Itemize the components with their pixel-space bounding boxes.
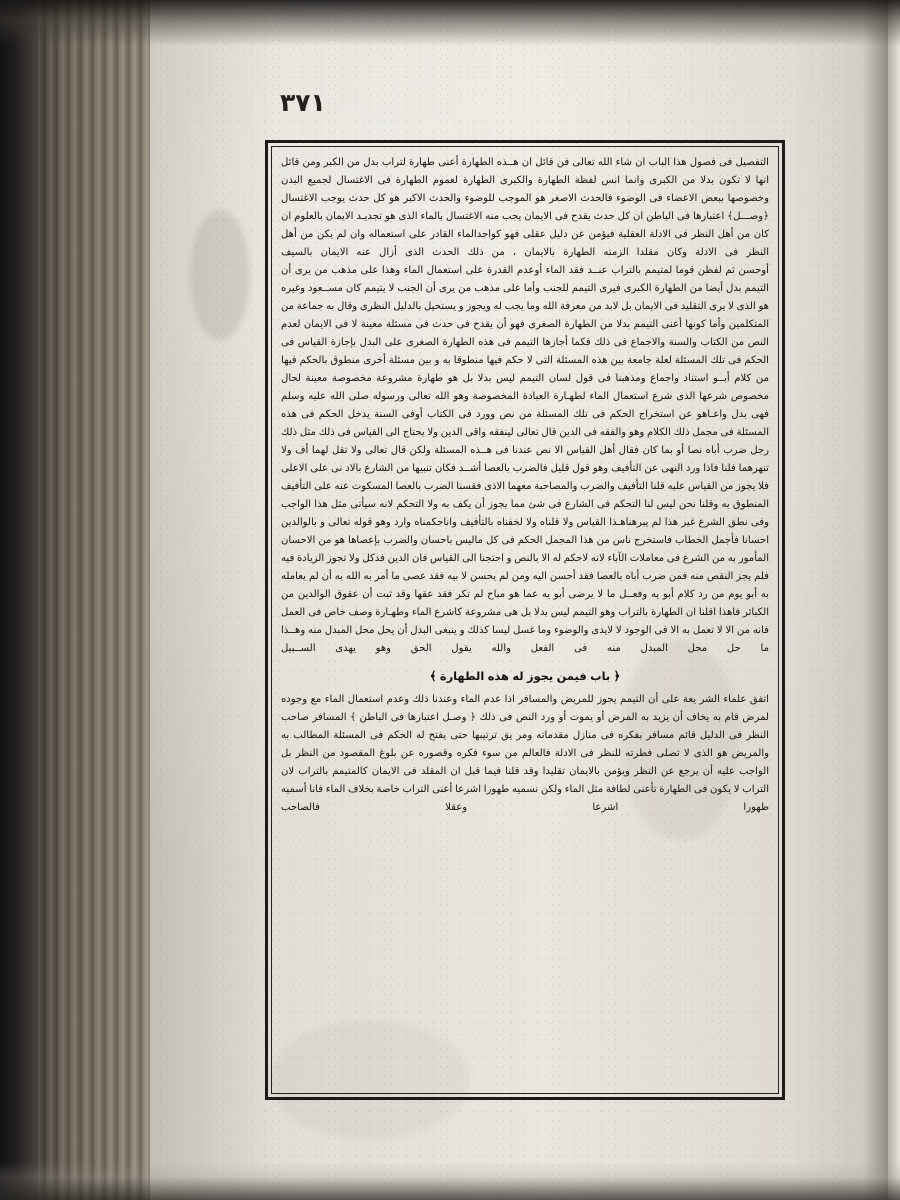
bottom-shadow xyxy=(0,1162,900,1200)
paragraph-2: ﴿وصـــل﴾ اعتبارها فى الباطن ان كل حدث يقدح فى الايمان يجب منه الاغتسال بالماء الذى هو تجديـد الايمان بالعلوم ان كان من أهل النظر فى الادلة العقلية فيؤمن عن دليل عقلى فهو كواجدالماء القادر على استعماله وان لم يكن من أهل النظر فى الادلة وكان مقلدا الزمته الطهارة بالايمان ، من ذلك الحدث الذى أزال عنه الايمان بالسيف xyxy=(281,211,769,258)
paragraph-3: أوحسن ثم لفظن قوما لمتيمم بالتراب عنــد فقد الماء أوعدم القدرة على استعمال الماء وهذا على مذهب من يرى أن التيمم بدل أيضا من الطهارة الكبرى فيرى التيمم للجنب وأما على مذهب من يرى أن الجنب لا يتيمم كان مســعود وغيره هو الذى لا يرى التقليد فى الايمان بل لابد من معرفة الله وما يجب له ويجوز و يستحيل بالدليل النظرى وقال به جماعة من المتكلمين وأما كونها أعنى التيمم بدلا من الطهارة الصغرى فهو أن يقدح فى حدث فى مسئلة معينة لا فى الايمان لعدم النص من الكتاب والسنة والاجماع فى ذلك فكما أجازها التيمم فى هذه الطهارة الصغرى على البدل بإجازة القياس فى الحكم فى تلك المسئلة لعلة جامعة بين هذه المسئلة التى لا حكم فيها منطوقا به و بين مسئلة أخرى منطوق بالحكم فيها من كلام أبــو استناد واجماع ومذهبنا فى قول لسان التيمم ليس بدلا بل هو طهارة مشروعة مخصوصة معينة لحال مخصوص شرعها الذى شرع استعمال الماء لطهـارة العبادة المخصوصة وهو الله تعالى ورسوله صلى الله عليه وسلم فهى بدل واعـاهو عن استخراج الحكم فى تلك المسئلة من نص وورد فى الكتاب أوفى السنة يدخل الحكم فى هذه المسئلة فى مجمل ذلك الكلام وهو والفقه فى الدين قال تعالى لينفقه واقى الدين ولا يحتاج الى القياس فى ذلك مثل ذلك رجل ضرب أباه نصا أو بما كان فقال أهل القياس الا نص عندنا فى هــذه المسئلة ولكن قال تعالى ولا تقل لهما أف ولا تنهرهما فلنا فاذا ورد النهى عن التأفيف وهو قول قليل فالضرب بالعصا أشــد فكان تنبيها من الشارع بالاد نى على الاعلى فلا يجوز من القياس عليه قلنا التأفيف والضرب والمصاحبة معهما الاذى فقسنا الضرب بالعصا المسكوت عنه على التأفيف المنطوق به وقلنا نحن ليس لنا التحكم فى الشارع فى شئ مما يجوز أن يكف به ولا التحكم لانه سيأتى مثل هذا الواجب وفى نطق الشرع غير هذا لم يبرهناهـذا القياس ولا قلناه ولا لخفناه بالتأفيف واناحكمناه وارد وهو قوله تعالى و بالوالدين احسانا فأجمل الخطاب فاستخرج ناس من هذا المجمل الحكم فى كل ماليس باحسان والضرب بإعصاها هو من الاحسان المأمور به من الشرع فى معاملات الآباء لانه لاحكم له الا بالنص و احتجنا الى القياس فان الدين فدكل ولا تجوز الزيادة فيه فلم يجز النقص منه فمن ضرب أباه بالعصا فقد أحسن اليه ومن لم يحسن لا بيه فقد عصى ما أمر به الله به أن لم يعامله به أبو يوم من رد كلام أبو يه وفعــل ما لا يرضى أبو يه عما هو مباح لم تكر فقد عقها وقد ثبت أن عقوق الوالدين من الكبائر فاهذا اقلنا ان الطهارة بالتراب وهو التيمم ليس بدلا بل هى مشروعة كاشرع الماء وطهـارة وصف خاص فى العمل فانه من الا لا تعمل به الا فى الوجود لا لايدى والوضوء وما غسل ليسا كذلك و ينبغى البدل أن يحل محل المبدل منه وهــذا ما حل محل المبدل منه فى الفعل والله يقول الحق وهو يهدى الســبيل xyxy=(281,265,769,654)
text-frame xyxy=(265,140,785,1100)
top-shadow xyxy=(0,0,900,46)
closing-paragraph: اتفق علماء الشر يعة على أن التيمم يجوز للمريض والمسافر اذا عدم الماء وعندنا ذلك وعدم استعمال الماء مع وجوده لمرض قام به يخاف أن يزيد به المرض أو يموت أو ورد النص فى ذلك ﴿ وصـل اعتبارها فى الباطن ﴾ المسافر صاحب النظر فى الدليل قائم مسافر بفكره فى منازل مقدماته ومر يق ترتيبها حتى يفتح له الحكم فى المسئلة المطالب به والمريض هو الذى لا تصلى فطرته للنظر فى الادلة فالعالم من سوء فكره وقصوره عن بلوغ المقصود من النظر بل الواجب عليه أن يرجع عن النظر ويؤمن بالايمان تقليدا وقد قلنا فيما قبل ان المقلد فى الايمان كالمتيمم بالتراب لان التراب لا يكون فى الطهارة تأعنى لطافة مثل الماء ولكن نسميه طهورا اشرعا أعنى التراب خاصة بخلاف الماء فانا أسميه طهورا اشرعا وعقلا فالصاحب xyxy=(281,694,769,813)
page-number: ٣٧١ xyxy=(280,88,326,117)
paragraph-1: التفصيل فى فصول هذا الباب ان شاء الله تعالى فن قائل ان هــذه الطهارة أعنى طهارة لتراب بدل من الكبر ومن قائل انها لا تكون بدلا من الكبرى وانما انس لفظة الطهارة والكبرى الطهارة لعموم الطهارة فى الاغتسال لجميع البدن وخصوصها ببعض الاعضاء فى الوضوء فالحدث الاصغر هو الموجب للوضوء والحدث الاكبر هو كل حدث يوجب الاغتسال xyxy=(281,157,769,204)
text-frame-inner xyxy=(271,146,779,1094)
page-leaf xyxy=(150,0,864,1200)
facing-page-sliver xyxy=(888,0,900,1200)
section-heading: ﴿ باب فيمن يجوز له هذه الطهارة ﴾ xyxy=(429,669,621,683)
page-body xyxy=(281,154,769,817)
book-spine-edge xyxy=(0,0,38,1200)
